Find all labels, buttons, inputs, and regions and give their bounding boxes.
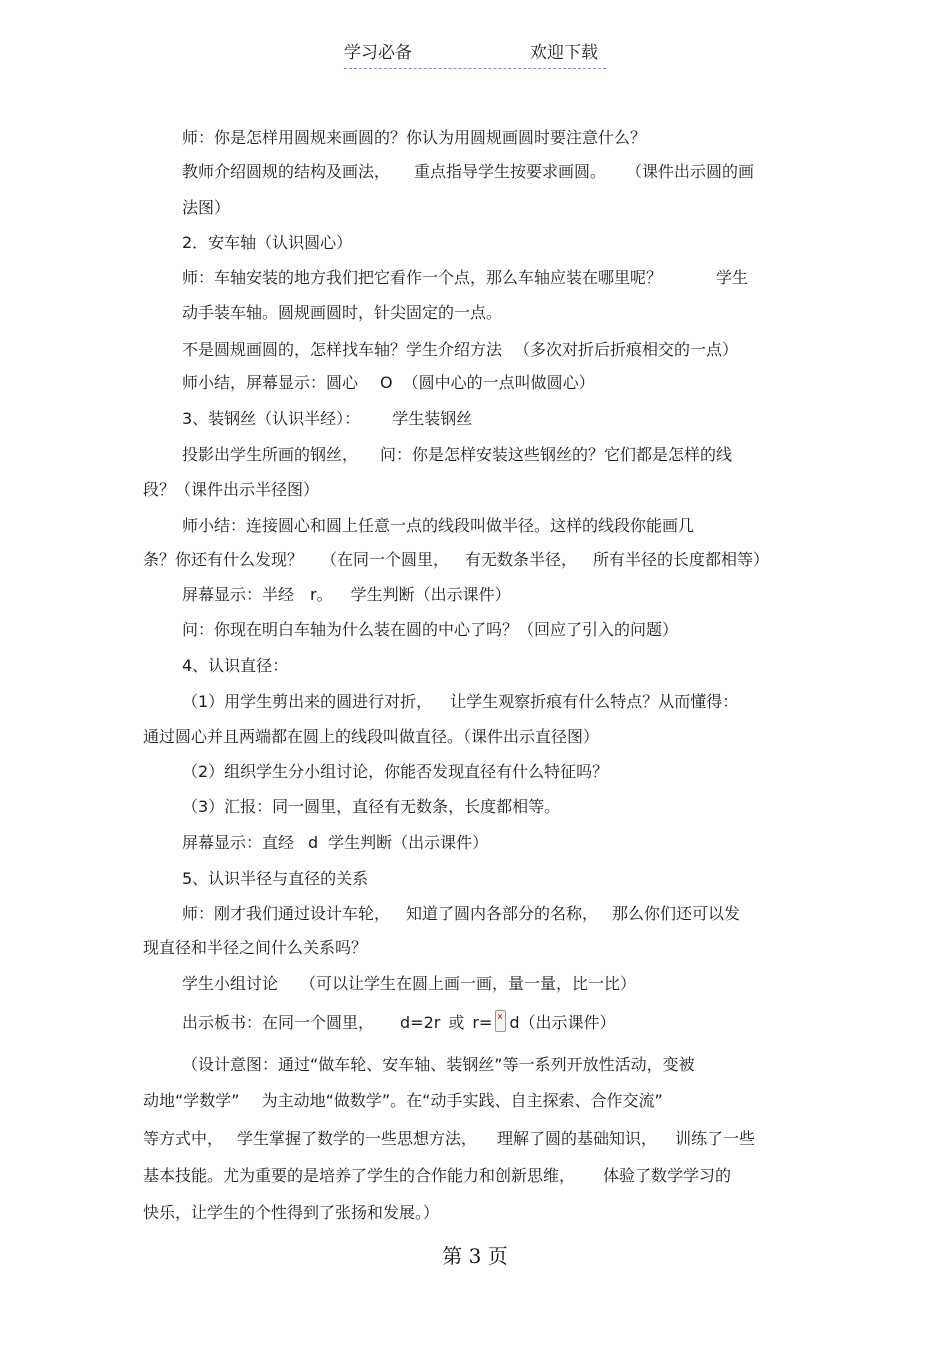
- text-line: [182, 516, 694, 536]
- text-line: [182, 233, 352, 253]
- text-line: [182, 340, 738, 360]
- text-line: [182, 974, 636, 994]
- text-segment: 或: [448, 1013, 465, 1032]
- text-segment: 体验了数学学习的: [603, 1166, 732, 1185]
- text-segment: d（出示课件）: [509, 1013, 616, 1032]
- text-line: [182, 585, 511, 605]
- text-segment: 基本技能。尤为重要的是培养了学生的合作能力和创新思维，: [143, 1166, 576, 1185]
- text-line: [182, 1010, 616, 1033]
- text-segment: 不是圆规画圆的，怎样找车轴？学生介绍方法: [182, 340, 503, 359]
- text-segment: （在同一个圆里，: [321, 550, 450, 569]
- text-line: [143, 550, 769, 570]
- text-segment: 师：车轴安装的地方我们把它看作一个点，那么车轴应装在哪里呢？: [182, 268, 663, 287]
- text-segment: 学生判断（出示课件）: [350, 585, 511, 604]
- text-segment: 师：刚才我们通过设计车轮，: [182, 904, 391, 923]
- text-line: [182, 128, 646, 148]
- text-segment: 那么你们还可以发: [612, 904, 741, 923]
- text-segment: 2．安车轴（认识圆心）: [182, 233, 353, 252]
- text-line: [182, 303, 502, 323]
- text-segment: 学生: [716, 268, 749, 287]
- text-segment: 屏幕显示：直经: [182, 833, 295, 852]
- text-segment: 段？（课件出示半径图）: [143, 480, 320, 499]
- broken-image-icon: [495, 1010, 506, 1032]
- text-segment: 教师介绍圆规的结构及画法，: [182, 162, 391, 181]
- text-line: [182, 409, 472, 429]
- text-segment: 学生判断（出示课件）: [328, 833, 489, 852]
- text-segment: 动地“学数学”: [143, 1091, 240, 1110]
- text-line: [182, 445, 732, 465]
- text-segment: 学生掌握了数学的一些思想方法，: [237, 1129, 478, 1148]
- text-line: [182, 904, 740, 924]
- text-segment: r。: [310, 585, 333, 604]
- text-line: [182, 656, 288, 676]
- text-line: [143, 1166, 731, 1186]
- text-line: [182, 797, 560, 817]
- text-segment: 5、认识半径与直径的关系: [182, 869, 369, 888]
- text-segment: 重点指导学生按要求画圆。: [414, 162, 607, 181]
- text-segment: 问：你是怎样安装这些钢丝的？它们都是怎样的线: [380, 445, 733, 464]
- text-segment: 快乐，让学生的个性得到了张扬和发展。）: [143, 1203, 440, 1222]
- text-segment: 问：你现在明白车轴为什么装在圆的中心了吗？（回应了引入的问题）: [182, 620, 679, 639]
- text-line: [182, 869, 368, 889]
- text-segment: 师：你是怎样用圆规来画圆的？你认为用圆规画圆时要注意什么？: [182, 128, 647, 147]
- text-line: [143, 480, 319, 500]
- text-line: [182, 1055, 695, 1075]
- text-segment: 条？你还有什么发现？: [143, 550, 304, 569]
- text-line: [182, 268, 748, 288]
- text-segment: O: [380, 373, 393, 392]
- text-segment: 法图）: [182, 198, 231, 217]
- text-segment: （可以让学生在圆上画一画，量一量，比一比）: [300, 974, 637, 993]
- text-segment: 师小结：连接圆心和圆上任意一点的线段叫做半径。这样的线段你能画几: [182, 516, 695, 535]
- text-segment: 理解了圆的基础知识，: [497, 1129, 658, 1148]
- text-segment: （3）汇报：同一圆里，直径有无数条，长度都相等。: [182, 797, 561, 816]
- text-segment: 为主动地“做数学”。在“动手实践、自主探索、合作交流”: [261, 1091, 663, 1110]
- text-segment: 学生装钢丝: [392, 409, 473, 428]
- text-line: [182, 198, 230, 218]
- text-segment: 学生小组讨论: [182, 974, 279, 993]
- text-segment: 4、认识直径：: [182, 656, 289, 675]
- text-segment: 训练了一些: [675, 1129, 756, 1148]
- text-segment: 3、装钢丝（认识半经）：: [182, 409, 361, 428]
- header-left-text: 学习必备: [344, 43, 412, 63]
- text-line: [182, 762, 608, 782]
- text-segment: 有无数条半径，: [465, 550, 578, 569]
- text-line: [182, 833, 488, 853]
- text-segment: （2）组织学生分小组讨论，你能否发现直径有什么特征吗？: [182, 762, 609, 781]
- text-segment: d: [308, 833, 319, 852]
- text-segment: 投影出学生所画的钢丝，: [182, 445, 359, 464]
- text-segment: （多次对折后折痕相交的一点）: [514, 340, 739, 359]
- text-segment: 动手装车轴。圆规画圆时，针尖固定的一点。: [182, 303, 503, 322]
- text-segment: 屏幕显示：半经: [182, 585, 295, 604]
- text-line: [143, 938, 367, 958]
- text-segment: （1）用学生剪出来的圆进行对折，: [182, 692, 433, 711]
- text-line: [143, 727, 599, 747]
- text-segment: 让学生观察折痕有什么特点？从而懂得：: [450, 692, 739, 711]
- text-line: [182, 162, 754, 182]
- text-segment: （设计意图：通过“做车轮、安车轴、装钢丝”等一系列开放性活动，变被: [182, 1055, 695, 1074]
- text-segment: 现直径和半径之间什么关系吗？: [143, 938, 368, 957]
- text-line: [182, 620, 678, 640]
- text-line: [182, 692, 738, 712]
- text-segment: 等方式中，: [143, 1129, 224, 1148]
- page-header: [344, 42, 606, 69]
- text-segment: （圆中心的一点叫做圆心）: [402, 373, 595, 392]
- text-line: [143, 1129, 755, 1149]
- text-segment: （课件出示圆的画: [626, 162, 755, 181]
- text-segment: 知道了圆内各部分的名称，: [406, 904, 599, 923]
- text-segment: 通过圆心并且两端都在圆上的线段叫做直径。（课件出示直径图）: [143, 727, 600, 746]
- text-segment: 所有半径的长度都相等）: [593, 550, 770, 569]
- text-segment: 出示板书：在同一个圆里，: [182, 1013, 375, 1032]
- text-segment: r=: [472, 1013, 493, 1032]
- text-segment: 师小结，屏幕显示：圆心: [182, 373, 359, 392]
- text-line: [143, 1091, 663, 1111]
- text-line: [143, 1203, 439, 1223]
- text-line: [182, 373, 595, 393]
- header-right-text: 欢迎下载: [530, 43, 598, 63]
- text-segment: d=2r: [400, 1013, 441, 1032]
- page-number: 第 3 页: [442, 1244, 508, 1268]
